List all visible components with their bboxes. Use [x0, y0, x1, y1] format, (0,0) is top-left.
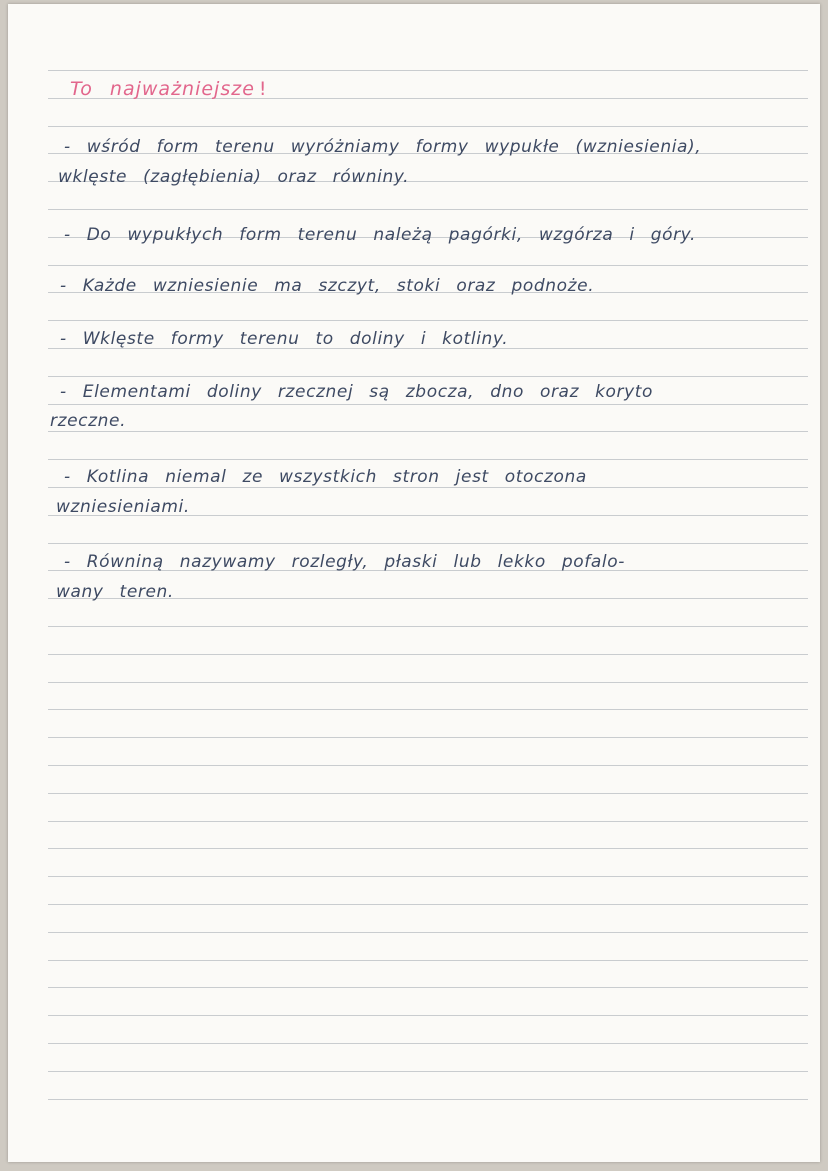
ruled-line: [48, 848, 808, 849]
note-7-line-2: wany teren.: [56, 582, 174, 602]
ruled-line: [48, 431, 808, 432]
note-1-line-2: wklęste (zagłębienia) oraz równiny.: [58, 167, 410, 187]
ruled-line: [48, 960, 808, 961]
title-text: To najważniejsze: [70, 78, 255, 100]
ruled-line: [48, 1043, 808, 1044]
ruled-line: [48, 626, 808, 627]
note-2-line-1: - Do wypukłych form terenu należą pagórki, wzgórza i góry.: [64, 225, 697, 245]
note-6-line-1: - Kotlina niemal ze wszystkich stron jest otoczona: [64, 467, 587, 487]
note-6-line-2: wzniesieniami.: [56, 497, 190, 517]
ruled-line: [48, 126, 808, 127]
ruled-line: [48, 987, 808, 988]
page-title: [70, 78, 268, 100]
ruled-line: [48, 543, 808, 544]
note-5-line-2: rzeczne.: [50, 411, 127, 431]
note-4-line-1: - Wklęste formy terenu to doliny i kotliny.: [60, 329, 509, 349]
ruled-line: [48, 765, 808, 766]
note-1-line-1: - wśród form terenu wyróżniamy formy wypukłe (wzniesienia),: [64, 137, 702, 157]
ruled-line: [48, 70, 808, 71]
ruled-line: [48, 932, 808, 933]
ruled-line: [48, 376, 808, 377]
ruled-line: [48, 737, 808, 738]
ruled-line: [48, 654, 808, 655]
heart-exclamation-icon: !: [258, 78, 268, 100]
ruled-line: [48, 876, 808, 877]
ruled-line: [48, 1071, 808, 1072]
ruled-line: [48, 1099, 808, 1100]
note-3-line-1: - Każde wzniesienie ma szczyt, stoki oraz podnoże.: [60, 276, 595, 296]
ruled-line: [48, 404, 808, 405]
ruled-line: [48, 793, 808, 794]
ruled-line: [48, 320, 808, 321]
ruled-line: [48, 487, 808, 488]
note-7-line-1: - Równiną nazywamy rozległy, płaski lub lekko pofalo-: [64, 552, 625, 572]
ruled-line: [48, 459, 808, 460]
note-5-line-1: - Elementami doliny rzecznej są zbocza, dno oraz koryto: [60, 382, 654, 402]
ruled-line: [48, 821, 808, 822]
ruled-line: [48, 904, 808, 905]
ruled-line: [48, 209, 808, 210]
ruled-line: [48, 709, 808, 710]
ruled-line: [48, 265, 808, 266]
ruled-line: [48, 1015, 808, 1016]
ruled-line: [48, 682, 808, 683]
notebook-page: [8, 4, 820, 1162]
